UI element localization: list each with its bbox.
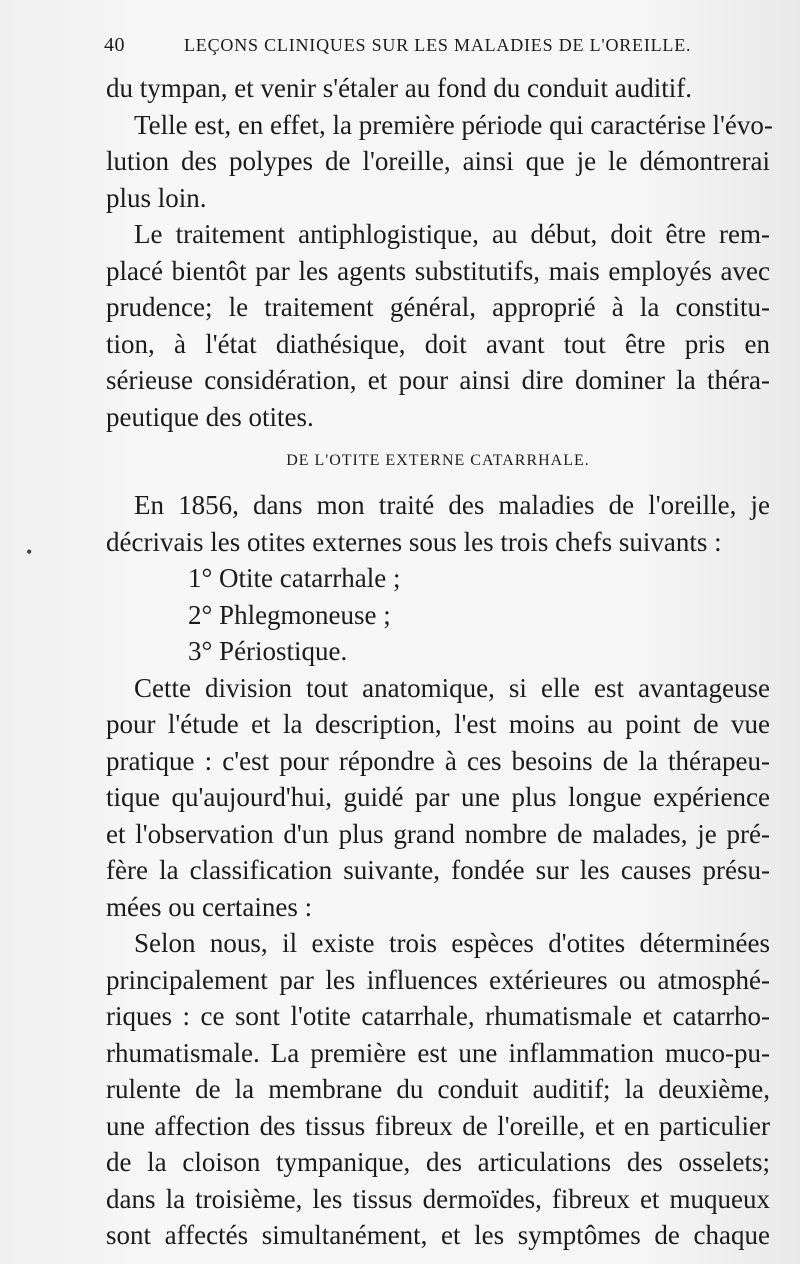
- paragraph: [106, 487, 770, 560]
- paragraph: [106, 107, 773, 217]
- list-item: 2° Phlegmoneuse ;: [188, 599, 391, 630]
- text-line: Le traitement antiphlogistique, au début, doit être rem-: [134, 219, 770, 249]
- text-line: sérieuse considération, et pour ainsi dire dominer la théra-: [106, 365, 770, 395]
- text-line: du tympan, et venir s'étaler au fond du conduit auditif.: [106, 73, 692, 103]
- text-line: pour l'étude et la description, l'est moins au point de vue: [106, 709, 770, 739]
- text-line: riques : ce sont l'otite catarrhale, rhumatismale et catarrho-: [106, 1001, 770, 1031]
- text-line: prudence; le traitement général, approprié à la constitu-: [106, 292, 770, 322]
- running-head: [104, 34, 770, 60]
- text-line: placé bientôt par les agents substitutifs, mais employés avec: [106, 255, 770, 286]
- text-line: Selon nous, il existe trois espèces d'otites déterminées: [134, 928, 770, 958]
- text-line: tion, à l'état diathésique, doit avant tout être pris en: [106, 328, 770, 359]
- paragraph: [106, 216, 770, 435]
- text-line: pratique : c'est pour répondre à ces besoins de la thérapeu-: [106, 745, 770, 776]
- enumerated-list: [106, 560, 770, 670]
- text-line: une affection des tissus fibreux de l'oreille, et en particulier: [106, 1110, 770, 1141]
- running-title: LEÇONS CLINIQUES SUR LES MALADIES DE L'OREILLE.: [184, 35, 692, 55]
- margin-dot-mark: •: [26, 542, 33, 562]
- text-line: dans la troisième, les tissus dermoïdes, fibreux et muqueux: [106, 1183, 770, 1214]
- list-item: 1° Otite catarrhale ;: [188, 563, 401, 593]
- text-line: décrivais les otites externes sous les trois chefs suivants :: [106, 526, 722, 557]
- text-line: fère la classification suivante, fondée sur les causes présu-: [106, 855, 770, 885]
- body-text: [106, 70, 773, 1254]
- text-line: peutique des otites.: [106, 401, 314, 432]
- text-line: Telle est, en effet, la première période qui caractérise l'évo-: [134, 109, 773, 140]
- text-line: tique qu'aujourd'hui, guidé par une plus longue expérience: [106, 782, 770, 812]
- text-line: rulente de la membrane du conduit auditif; la deuxième,: [106, 1074, 770, 1104]
- list-item: 3° Périostique.: [188, 636, 348, 666]
- text-line: et l'observation d'un plus grand nombre de malades, je pré-: [106, 818, 770, 849]
- text-line: En 1856, dans mon traité des maladies de l'oreille, je: [134, 490, 770, 520]
- paragraph: [106, 925, 770, 1254]
- text-line: lution des polypes de l'oreille, ainsi que je le démontrerai: [106, 146, 770, 176]
- section-heading: DE L'OTITE EXTERNE CATARRHALE.: [286, 452, 590, 469]
- paragraph: [106, 70, 770, 107]
- text-line: principalement par les influences extérieures ou atmosphé-: [106, 964, 770, 995]
- text-line: de la cloison tympanique, des articulations des osselets;: [106, 1147, 770, 1177]
- text-line: sont affectés simultanément, et les symptômes de chaque: [106, 1220, 770, 1250]
- text-line: rhumatismale. La première est une inflammation muco-pu-: [106, 1037, 770, 1068]
- text-line: Cette division tout anatomique, si elle est avantageuse: [134, 672, 770, 703]
- text-line: plus loin.: [106, 182, 207, 213]
- page-number: 40: [104, 34, 125, 56]
- paragraph: [106, 670, 770, 926]
- text-line: mées ou certaines :: [106, 891, 313, 922]
